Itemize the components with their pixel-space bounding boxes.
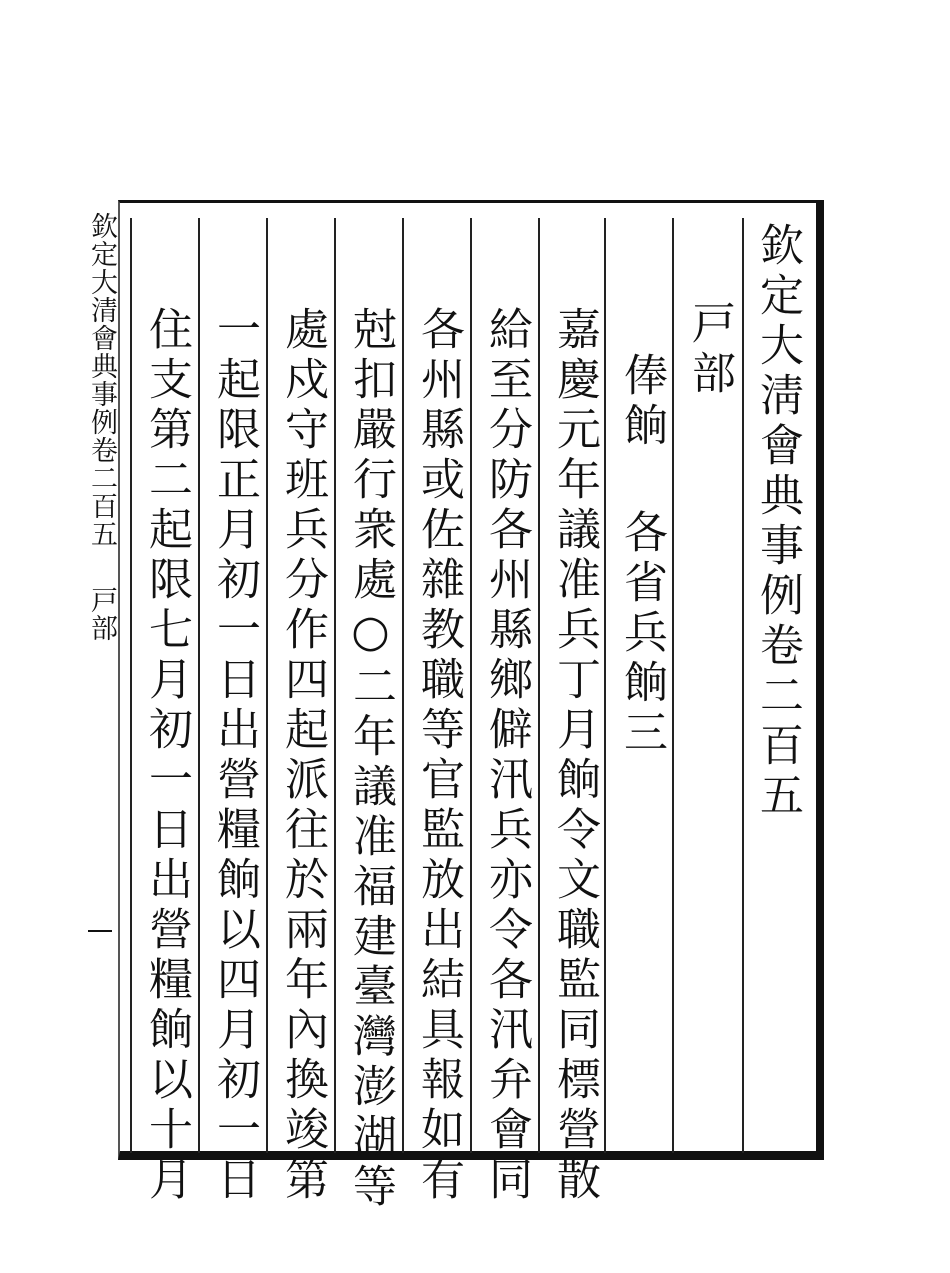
column-divider: [742, 218, 744, 1153]
column-divider: [604, 218, 606, 1153]
text-column: 住支第二起限七月初一日出營糧餉以十月: [141, 306, 192, 1206]
column-divider: [266, 218, 268, 1153]
margin-section: 戸部: [86, 586, 117, 642]
text-column: 各州縣或佐雜教職等官監放出結具報如有: [413, 306, 464, 1206]
page-number: [88, 930, 112, 932]
text-column: 嘉慶元年議准兵丁月餉令文職監同標營散: [549, 306, 600, 1206]
subsection-heading: 俸餉 各省兵餉三: [616, 352, 667, 759]
column-divider: [672, 218, 674, 1153]
column-divider: [402, 218, 404, 1153]
text-column: 處戍守班兵分作四起派往於兩年內換竣第: [277, 306, 328, 1206]
text-column: 一起限正月初一日出營糧餉以四月初一日: [209, 306, 260, 1206]
book-title: 欽定大淸會典事例卷二百五: [752, 222, 803, 822]
text-column: 給至分防各州縣鄉僻汛兵亦令各汛弁會同: [481, 306, 532, 1206]
column-divider: [470, 218, 472, 1153]
column-divider: [198, 218, 200, 1153]
section-heading: 戸部: [684, 300, 735, 400]
column-divider: [538, 218, 540, 1153]
margin-book-title: 欽定大清會典事例卷二百五: [86, 212, 117, 548]
column-divider: [334, 218, 336, 1153]
text-column: 尅扣嚴行衆處○二年議准福建臺灣澎湖等: [345, 306, 396, 1213]
column-divider: [130, 218, 132, 1153]
